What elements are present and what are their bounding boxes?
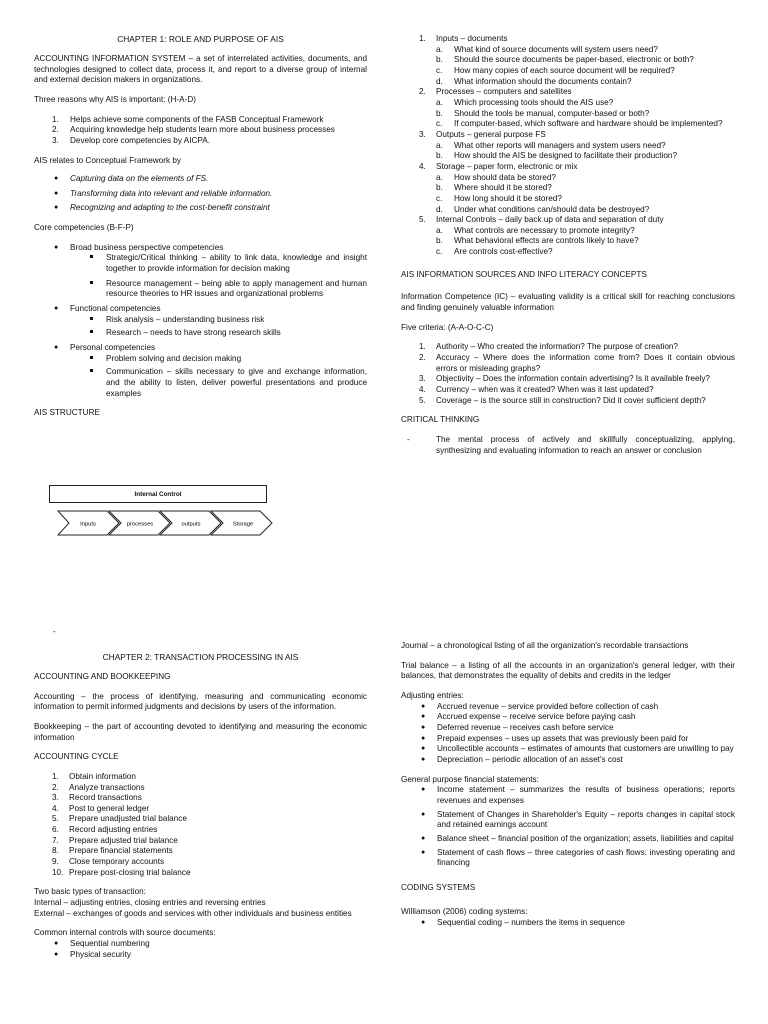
sub-list-item: a. What kind of source documents will system users need? [436,44,658,54]
chapter2-title: CHAPTER 2: TRANSACTION PROCESSING IN AIS [102,652,299,662]
components-list [419,34,735,258]
list-item: ● Capturing data on the elements of FS. [54,174,209,184]
sub-list-item: a. How should data be stored? [436,172,556,182]
ais-definition [34,54,367,86]
page-break-dash: - [53,627,56,636]
internal-text: Internal – adjusting entries, closing entries and reversing entries [34,898,266,908]
sub-list-item: b. Where should it be stored? [436,183,552,193]
sub-list-item: Strategic/Critical thinking – ability to link data, knowledge and insight together to provide information for decision making [54,253,367,274]
chapter1-right-column [401,34,735,456]
list-item: ● Accrued revenue – service provided before collection of cash [421,701,659,711]
list-item: 4. Storage – paper form, electronic or mix [419,161,578,171]
list-item: 5. Coverage – is the source still in construction? Did it cover sufficient depth? [419,395,706,405]
chapter2-left-column [34,652,367,960]
sub-list-item: c. How many copies of each source document will be required? [436,65,675,75]
list-item: 9. Close temporary accounts [52,857,165,867]
svg-text:processes: processes [126,521,154,528]
list-item: ● Balance sheet – financial position of the organization; assets, liabilities and capital [421,833,734,843]
list-item: ● Prepaid expenses – uses up assets that was previously been paid for [421,733,689,743]
sub-list-item: b. Should the tools be manual, computer-based or both? [436,108,650,118]
list-item: ● Statement of Changes in Shareholder's Equity – reports changes in capital stock and retained earnings account [421,809,735,830]
list-item: 2. Analyze transactions [52,782,145,792]
sub-list-item: c. If computer-based, which software and hardware should be implemented? [436,119,723,129]
list-item: 6. Record adjusting entries [52,825,158,835]
flow-step-inputs [58,511,119,535]
journal-text: Journal – a chronological listing of all the organization's recordable transactions [401,641,689,650]
list-item: 3. Outputs – general purpose FS [419,129,546,139]
reasons-list [52,115,367,147]
list-item: 2. Acquiring knowledge help students learn more about business processes [52,125,335,135]
list-item: ● Sequential numbering [54,939,150,949]
chapter1-title: CHAPTER 1: ROLE AND PURPOSE OF AIS [117,34,284,44]
list-item: 3. Objectivity – Does the information contain advertising? Is it available freely? [419,374,710,384]
controls-list [54,939,367,960]
sub-list-item: d. What information should the documents contain? [436,76,632,86]
list-item: ● Functional competencies [54,304,161,314]
list-item: ● Transforming data into relevant and reliable information. [54,188,273,198]
criteria-list [419,342,735,406]
list-item: 3. Record transactions [52,793,142,803]
list-item: 1. Inputs – documents [419,34,508,43]
list-item: 1. Authority – Who created the information? The purpose of creation? [419,342,678,352]
list-item: ● Statement of cash flows – three categories of cash flows: investing operating and financing [421,847,735,868]
list-item: 4. Post to general ledger [52,803,150,813]
list-item: ● Broad business perspective competencies [54,242,224,252]
list-item: ● Sequential coding – numbers the items in sequence [421,918,625,928]
adjusting-heading: Adjusting entries: [401,690,464,700]
list-item: 7. Prepare adjusted trial balance [52,835,178,845]
coding-list [421,918,735,929]
critical-heading: CRITICAL THINKING [401,415,480,425]
cycle-list [52,772,367,879]
sub-list-item: d. Under what conditions can/should data be destroyed? [436,204,650,214]
adjusting-list [421,702,735,766]
list-item: 4. Currency – when was it created? When was it last updated? [419,385,654,395]
ic-text: Information Competence (IC) – evaluating validity is a critical skill for reaching conclusions and finding genuinely valuable information [401,292,735,313]
list-item: 2. Processes – computers and satellites [419,87,572,97]
list-item: 8. Prepare financial statements [52,846,173,856]
list-item: ● Deferred revenue – receives cash before service [421,722,614,732]
list-item: 3. Develop core competencies by AICPA. [52,135,211,145]
structure-heading: AIS STRUCTURE [34,408,100,418]
trial-balance-text: Trial balance – a listing of all the accounts in an organization's general ledger, with their balances, that demonstrates the equality of debits and credits in the ledger [401,660,735,681]
ais-definition-term: ACCOUNTING INFORMATION SYSTEM [34,53,186,63]
sub-list-item: a. What controls are necessary to promote integrity? [436,225,635,235]
criteria-heading: Five criteria: (A-A-O-C-C) [401,322,494,332]
sources-heading: AIS INFORMATION SOURCES AND INFO LITERACY CONCEPTS [401,269,647,279]
cf-list [54,174,367,214]
ais-flow-diagram [57,510,273,536]
list-item: 1. Helps achieve some components of the FASB Conceptual Framework [52,114,324,124]
list-item: ● Income statement – summarizes the results of business operations; reports revenues and expenses [421,785,735,805]
sub-list-item: c. Are controls cost-effective? [436,247,553,257]
sub-list-item: b. Should the source documents be paper-based, electronic or both? [436,55,694,65]
list-item: ● Accrued expense – receive service before paying cash [421,712,636,722]
list-item: 5. Internal Controls – daily back up of data and separation of duty [419,215,664,225]
list-item: ● Uncollectible accounts – estimates of amounts that customers are unwilling to pay [421,744,734,754]
fs-list [421,785,735,869]
chapter1-left-column [34,34,367,419]
types-heading: Two basic types of transaction: [34,887,146,897]
core-heading: Core competencies (B-F-P) [34,223,134,233]
sub-list-item: Resource management – being able to apply management and human resource theories to HR issues and organizational problems [54,279,367,300]
critical-text: - The mental process of actively and skillfully conceptualizing, applying, synthesizing and evaluating information to reach an answer or conclusion [407,435,735,455]
internal-control-box: Internal Control [49,485,267,503]
external-text: External – exchanges of goods and services with other individuals and business entities [34,908,352,918]
accounting-text: Accounting – the process of identifying, measuring and communicating economic information to permit informed judgments and decisions by users of the information. [34,691,367,712]
ais-definition-text: – a set of interrelated activities, documents, and technologies designed to collect data, process it, and report to a diverse group of internal and external decision makers in organizations. [34,53,368,85]
svg-text:outputs: outputs [181,521,201,528]
sub-list-item: a. Which processing tools should the AIS use? [436,97,614,107]
list-item: 10. Prepare post-closing trial balance [52,867,191,877]
svg-text:Inputs: Inputs [80,521,96,528]
sub-list-item: Research – needs to have strong research skills [54,328,367,339]
list-item: ● Depreciation – periodic allocation of an asset's cost [421,754,623,764]
cycle-heading: ACCOUNTING CYCLE [34,752,119,762]
chapter2-right-column [401,641,735,929]
reasons-heading: Three reasons why AIS is important: (H-A-D) [34,94,196,104]
list-item: ● Physical security [54,949,131,959]
sub-list-item: Communication – skills necessary to give and exchange information, and the ability to listen, deliver powerful presentations and produce examples [54,367,367,399]
sub-list-item: Problem solving and decision making [54,354,367,365]
ab-heading: ACCOUNTING AND BOOKKEEPING [34,671,171,681]
sub-list-item: Risk analysis – understanding business risk [54,315,367,326]
list-item: 1. Obtain information [52,771,136,781]
coding-heading: CODING SYSTEMS [401,882,476,892]
list-item: 5. Prepare unadjusted trial balance [52,814,187,824]
svg-text:Storage: Storage [232,521,254,528]
sub-list-item: c. How long should it be stored? [436,193,562,203]
list-item: ● Personal competencies [54,343,156,353]
bookkeeping-text: Bookkeeping – the part of accounting devoted to identifying and measuring the economic information [34,721,367,742]
williamson-heading: Williamson (2006) coding systems: [401,907,528,917]
fs-heading: General purpose financial statements: [401,774,539,784]
sub-list-item: a. What other reports will managers and system users need? [436,140,666,150]
controls-heading: Common internal controls with source documents: [34,928,216,938]
list-item: 2. Accuracy – Where does the information come from? Does it contain obvious errors or misleading graphs? [419,353,735,373]
cf-heading: AIS relates to Conceptual Framework by [34,155,181,165]
sub-list-item: b. What behavioral effects are controls likely to have? [436,236,639,246]
list-item: ● Recognizing and adapting to the cost-benefit constraint [54,203,270,213]
sub-list-item: b. How should the AIS be designed to facilitate their production? [436,151,678,161]
core-list [54,243,367,400]
